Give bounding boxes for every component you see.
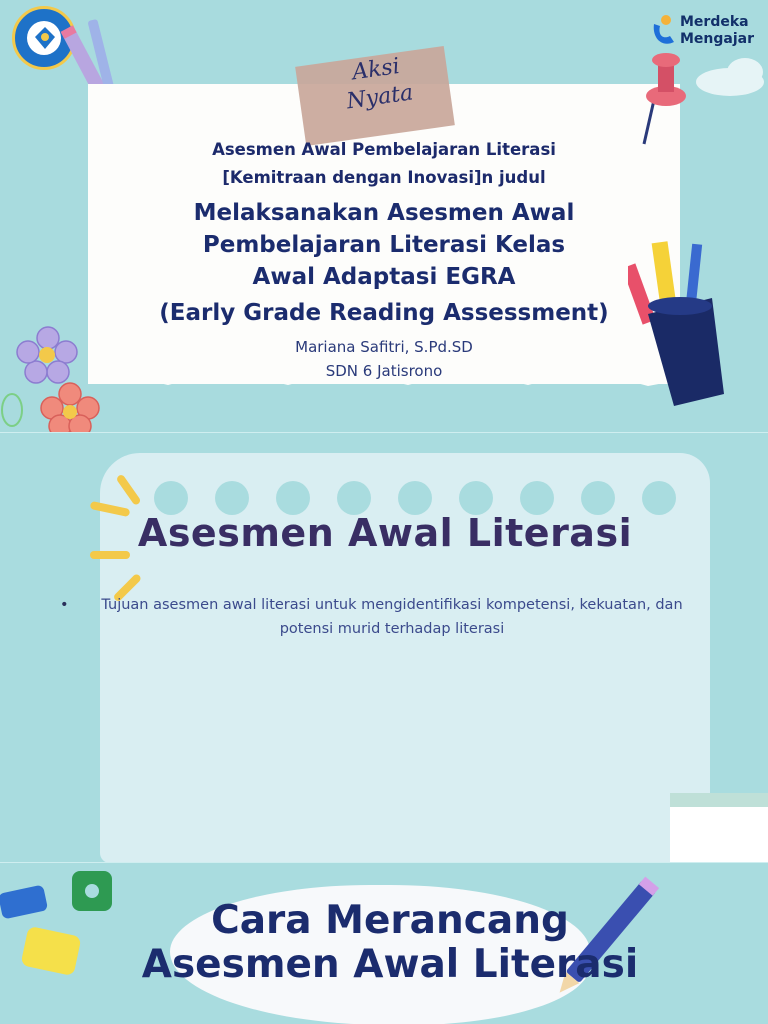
subtitle-line-2: [Kemitraan dengan Inovasi]n judul (222, 168, 546, 187)
notebook-hole (398, 481, 432, 515)
heading-line-2: Asesmen Awal Literasi (141, 942, 639, 987)
notebook-hole (581, 481, 615, 515)
slide-cara-merancang (0, 862, 768, 1024)
school-name: SDN 6 Jatisrono (325, 362, 443, 380)
pencil-cup-icon (628, 234, 738, 414)
tape-text-line2: Nyata (345, 80, 415, 115)
notebook-hole (337, 481, 371, 515)
logo-text-line2: Mengajar (680, 31, 755, 47)
push-pin-icon (636, 48, 696, 148)
small-notepad (670, 793, 768, 863)
title-line-1: Melaksanakan Asesmen Awal (193, 200, 575, 226)
title-line-3: Awal Adaptasi EGRA (252, 264, 516, 290)
notebook-hole (520, 481, 554, 515)
merdeka-mengajar-logo-text (680, 14, 754, 48)
title-line-4: (Early Grade Reading Assessment) (159, 300, 609, 326)
slide-asesmen-awal (0, 432, 768, 863)
subtitle-line-1: Asesmen Awal Pembelajaran Literasi (212, 140, 556, 159)
cloud-decoration (690, 50, 768, 100)
merdeka-mengajar-logo-icon (650, 12, 678, 52)
title-line-2: Pembelajaran Literasi Kelas (202, 232, 566, 258)
bullet-line-2: potensi murid terhadap literasi (279, 621, 505, 637)
flower-icon-red (34, 380, 114, 432)
notebook-hole (642, 481, 676, 515)
notebook-hole (215, 481, 249, 515)
bullet-dot: • (60, 597, 69, 613)
slide-title (0, 0, 768, 432)
author-name: Mariana Safitri, S.Pd.SD (295, 338, 473, 356)
bullet-line-1: Tujuan asesmen awal literasi untuk mengidentifikasi kompetensi, kekuatan, dan (101, 597, 683, 613)
notebook-hole (276, 481, 310, 515)
leaf-icon (0, 390, 30, 432)
section-heading: Asesmen Awal Literasi (137, 511, 633, 555)
heading-line-1: Cara Merancang (211, 898, 569, 943)
section-heading-cara (100, 899, 680, 987)
notebook-hole (459, 481, 493, 515)
tape-text-line1: Aksi (350, 53, 402, 86)
logo-text-line1: Merdeka (680, 14, 749, 30)
bullet-item (60, 593, 700, 641)
